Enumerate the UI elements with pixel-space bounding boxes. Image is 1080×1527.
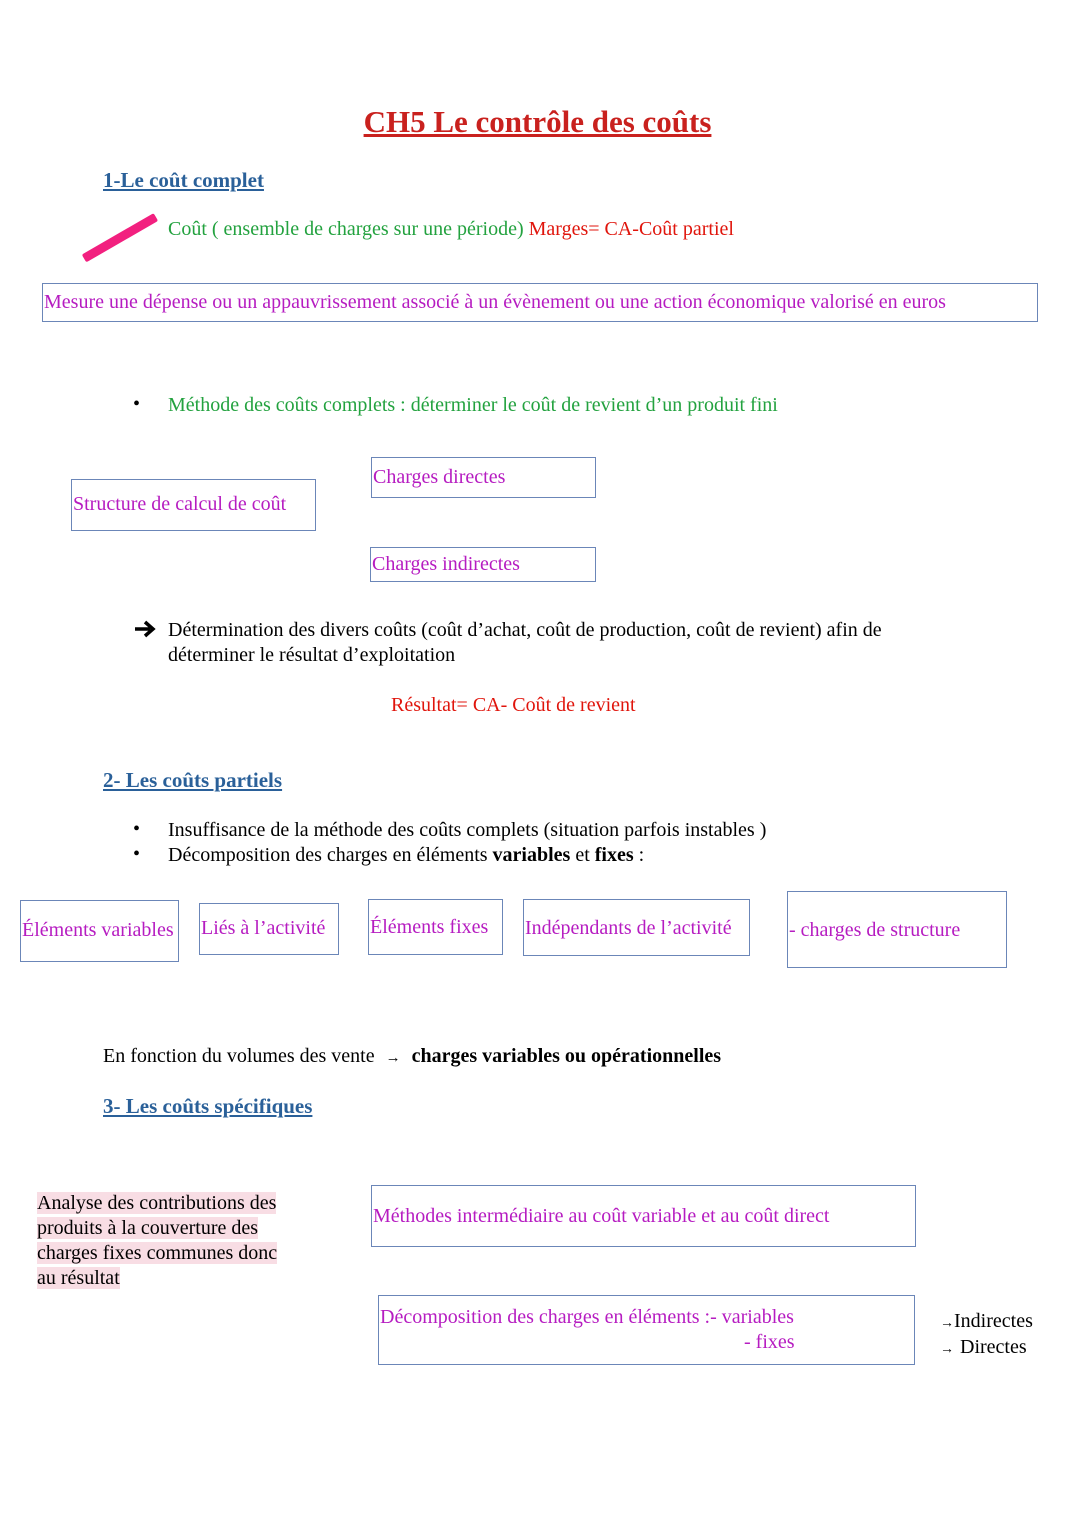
margin-formula: Marges= CA-Coût partiel xyxy=(528,218,734,240)
structure-charges-text: - charges de structure xyxy=(789,919,961,941)
insufficiency-text: Insuffisance de la méthode des coûts complets (situation parfois instables ) xyxy=(168,819,767,841)
analysis-line: au résultat xyxy=(37,1267,120,1289)
arrow-bullet-icon xyxy=(133,618,159,646)
intermediate-method-text: Méthodes intermédiaire au coût variable et au coût direct xyxy=(373,1205,830,1227)
definition-text: Mesure une dépense ou un appauvrissement associé à un évènement ou une action économique valorisé en euros xyxy=(44,291,946,313)
result-formula: Résultat= CA- Coût de revient xyxy=(391,694,636,716)
direct-charges-box xyxy=(371,457,596,498)
right-arrow-icon: → xyxy=(940,1316,954,1331)
fixed-elements-text: Éléments fixes xyxy=(370,916,489,938)
cost-definition-line xyxy=(168,217,734,242)
and-word: et xyxy=(575,844,590,866)
page-title: CH5 Le contrôle des coûts xyxy=(363,104,712,139)
full-cost-method-text: Méthode des coûts complets : déterminer le coût de revient d’un produit fini xyxy=(168,394,778,416)
decomposition-line xyxy=(168,843,644,868)
right-arrow-icon: → xyxy=(385,1050,401,1066)
fixes-word: fixes xyxy=(594,844,634,866)
sales-volume-line xyxy=(103,1044,721,1071)
variable-elements-text: Éléments variables xyxy=(22,919,174,941)
structure-box xyxy=(71,479,316,531)
right-arrow-icon: → xyxy=(940,1342,954,1357)
definition-box xyxy=(42,283,1038,322)
sales-volume-prefix: En fonction du volumes des vente xyxy=(103,1045,375,1067)
indirect-charges-text: Charges indirectes xyxy=(372,553,520,575)
direct-text: Directes xyxy=(960,1336,1027,1358)
determination-line-2: déterminer le résultat d’exploitation xyxy=(168,644,456,666)
cost-definition-text: Coût ( ensemble de charges sur une période) xyxy=(168,218,524,240)
colon: : xyxy=(638,844,645,866)
activity-independent-text: Indépendants de l’activité xyxy=(525,917,732,939)
direct-label xyxy=(940,1335,1027,1362)
decomposition-prefix: Décomposition des charges en éléments xyxy=(168,844,488,866)
direct-charges-text: Charges directes xyxy=(373,466,506,488)
bullet-icon: • xyxy=(133,393,141,415)
variable-elements-box xyxy=(20,900,179,962)
structure-text: Structure de calcul de coût xyxy=(73,493,287,515)
analysis-line: produits à la couverture des xyxy=(37,1217,259,1239)
fixed-elements-box xyxy=(368,899,503,955)
highlighter-stroke xyxy=(82,213,158,262)
activity-linked-text: Liés à l’activité xyxy=(201,917,326,939)
activity-independent-box xyxy=(523,899,750,956)
activity-linked-box xyxy=(199,903,339,955)
indirect-label xyxy=(940,1309,1033,1336)
intermediate-method-box xyxy=(371,1185,916,1247)
decomposition-box-line-1: Décomposition des charges en éléments :- variables xyxy=(380,1306,794,1328)
decomposition-box xyxy=(378,1295,915,1365)
analysis-line: charges fixes communes donc xyxy=(37,1242,278,1264)
bullet-icon: • xyxy=(133,818,141,840)
variable-charges-text: charges variables ou opérationnelles xyxy=(411,1045,722,1067)
indirect-text: Indirectes xyxy=(954,1310,1033,1332)
section-1-heading: 1-Le coût complet xyxy=(103,168,264,192)
analysis-line: Analyse des contributions des xyxy=(37,1192,277,1214)
structure-charges-box xyxy=(787,891,1007,968)
decomposition-box-line-2: - fixes xyxy=(744,1331,795,1353)
section-3-heading: 3- Les coûts spécifiques xyxy=(103,1094,313,1118)
analysis-note xyxy=(37,1191,277,1291)
variables-word: variables xyxy=(492,844,571,866)
indirect-charges-box xyxy=(370,547,596,582)
bullet-icon: • xyxy=(133,843,141,865)
section-2-heading: 2- Les coûts partiels xyxy=(103,768,283,792)
determination-line-1: Détermination des divers coûts (coût d’achat, coût de production, coût de revient) afin de xyxy=(168,619,882,641)
